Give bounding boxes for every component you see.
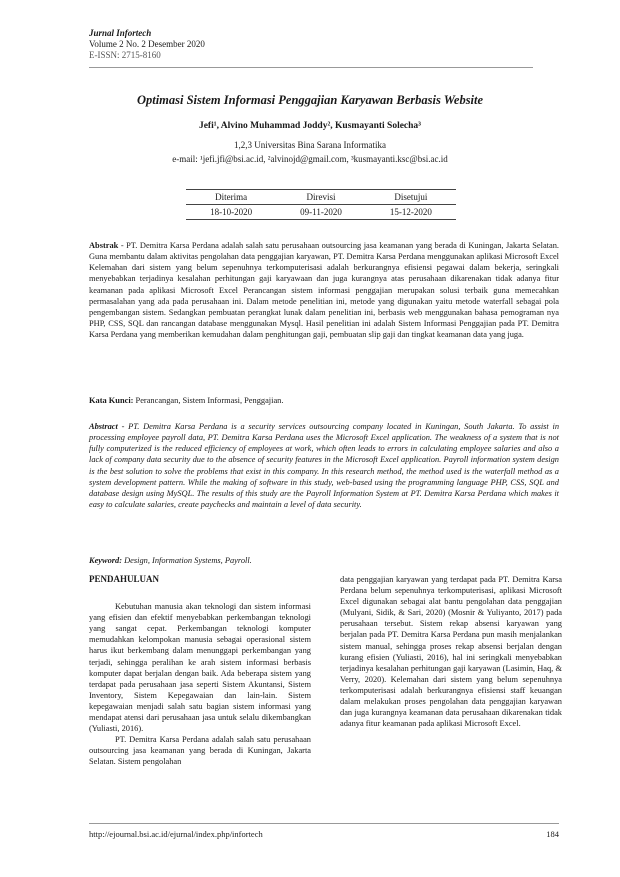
abstract-label: Abstract (89, 422, 118, 431)
paragraph: PT. Demitra Karsa Perdana adalah salah satu perusahaan outsourcing jasa keamanan yang berada di Kuningan, Jakarta Selatan. Sistem pengolahan (89, 735, 311, 767)
journal-header (89, 28, 205, 61)
revised-date: 09-11-2020 (276, 205, 366, 220)
body-column-left (89, 574, 311, 768)
received-date: 18-10-2020 (186, 205, 276, 220)
article-affiliation: 1,2,3 Universitas Bina Sarana Informatika (234, 140, 386, 150)
accepted-label: Disetujui (366, 190, 456, 205)
keywords-text: Design, Information Systems, Payroll. (124, 556, 252, 565)
paragraph: Kebutuhan manusia akan teknologi dan sistem informasi yang efisien dan efektif menyebabkan perkembangan teknologi yang sangat cepat. Perkembangan teknologi komputer memudahkan kelompokan manusia sebagai operasional sistem harus ikut berkembang dalam menunggapi perkembangan yang terjadi, sehingga peralihan ke arah sistem informasi berbasis komputer dapat berjalan dengan baik. Ada beberapa sistem yang terdapat pada perusahaan jasa seperti Sistem Akuntansi, Sistem Inventory, Sistem Kepegawaian dan lain-lain. Sistem kepegawaian menjadi salah satu bagian sistem informasi yang mendapat atensi dari perusahaan jasa untuk selalu dikembangkan (Yuliasti, 2016). (89, 602, 311, 734)
abstract-text: - PT. Demitra Karsa Perdana is a security services outsourcing company located in Kuningan, South Jakarta. To assist in processing employee payroll data, PT. Demitra Karsa Perdana uses the Microsoft Excel application. The weakness of a system that is not fully computerized is the reduced efficiency of employees at work, which often leads to errors in calculating employee salaries and also a lack of company data security due to the absence of security features in the Microsoft Excel application. Payroll information system design is the best solution to solve the problems that exist in this company. In this research method, the method used is the waterfall method as a system development pattern. While the making of software in this study, web-based using the programming language PHP, CSS, SQL and database design using MySQL. The results of this study are the Payroll Information System at PT. Demitra Karsa Perdana which makes it easy to calculate salaries, create paychecks and maintain a level of data security. (89, 422, 560, 510)
section-title: PENDAHULUAN (89, 574, 160, 584)
kata-kunci-text: Perancangan, Sistem Informasi, Penggajian. (135, 396, 284, 405)
abstrak-text: - PT. Demitra Karsa Perdana adalah salah satu perusahaan outsourcing jasa keamanan yang berada di Kuningan, Jakarta Selatan. Guna membantu dalam aktivitas pengolahan data penggajian karyawan, PT. Demitra Karsa Perdana menggunakan aplikasi Microsoft Excel Kelemahan dari sistem yang belum sepenuhnya terkomputerisasi adalah berkurangnya efisiensi pegawai dalam bekerja, seringkali menyebabkan terjadinya kesalahan perhitungan gaji karyawaan dan juga kurangnya atas perusahaan dikarenakan tidak adanya fitur keamanan pada aplikasi Microsoft Excel Perancangan sistem informasi penggajian merupakan solusi terbaik guna memecahkan permasalahan yang ada pada perusahaan ini. Dalam metode penelitian ini, metode yang digunakan yaitu metode waterfall sebagai pola pengembangan sistem. Sedangkan pembuatan perangkat lunak dalam penelitian ini, berbasis web menggunakan bahasa pemograman nya PHP, CSS, SQL dan rancangan database menggunakan Mysql. Hasil penelitian ini adalah Sistem Informasi Penggajian pada PT. Demitra Karsa Perdana yang memberikan kemudahan dalam penghitungan gaji, pembuatan slip gaji dan tingkat keamanan data yang juga. (89, 241, 559, 340)
kata-kunci-label: Kata Kunci: (89, 396, 134, 405)
article-title: Optimasi Sistem Informasi Penggajian Karyawan Berbasis Website (136, 93, 484, 107)
paragraph: data penggajian karyawan yang terdapat pada PT. Demitra Karsa Perdana belum sepenuhnya terkomputerisasi, aplikasi Microsoft Excel digunakan sebagai alat bantu pengolahan data penggajian (Mulyani, Sidik, & Sari, 2020) (Mosnir & Yuliyanto, 2017) pada perusahaan tersebut. Sistem rekap absensi karyawan yang berjalan pada PT. Demitra Karsa Perdana pun masih menjalankan sistem manual, sehingga proses rekap absensi berjalan dengan kurang efisien (Yuliasti, 2016), hal ini seringkali menyebabkan terjadinya kesalahan perhitungan gaji karyawan (Lasimin, Haq, & Verry, 2020). Kelemahan dari sistem yang belum sepenuhnya terkomputerisasi adalah berkurangnya efisiensi staff keuangan dalam melakukan proses pengolahan data penggajian karyawan dan juga kurangnya keamanan data perusahaan dikarenakan tidak adanya fitur keamanan pada aplikasi Microsoft Excel. (340, 575, 562, 729)
header-divider (89, 67, 533, 68)
received-label: Diterima (186, 190, 276, 205)
body-column-right (340, 574, 562, 729)
article-emails: e-mail: ¹jefi.jfi@bsi.ac.id, ²alvinojd@gmail.com, ³kusmayanti.ksc@bsi.ac.id (172, 154, 448, 164)
page-number: 184 (546, 829, 559, 839)
footer-url[interactable]: http://ejournal.bsi.ac.id/ejurnal/index.php/infortech (89, 829, 263, 839)
abstrak-block (89, 240, 559, 340)
keywords-label: Keyword: (89, 556, 123, 565)
article-authors: Jefi¹, Alvino Muhammad Joddy², Kusmayanti Solecha³ (198, 121, 422, 131)
keywords-block (89, 555, 559, 566)
submission-dates-table (186, 189, 456, 220)
kata-kunci-block (89, 395, 559, 406)
abstract-block (89, 421, 559, 510)
journal-issn: E-ISSN: 2715-8160 (89, 50, 161, 60)
accepted-date: 15-12-2020 (366, 205, 456, 220)
abstrak-label: Abstrak (89, 241, 119, 250)
journal-name: Jurnal Infortech (89, 28, 152, 38)
revised-label: Direvisi (276, 190, 366, 205)
footer-divider (89, 823, 559, 824)
journal-volume: Volume 2 No. 2 Desember 2020 (89, 39, 205, 49)
